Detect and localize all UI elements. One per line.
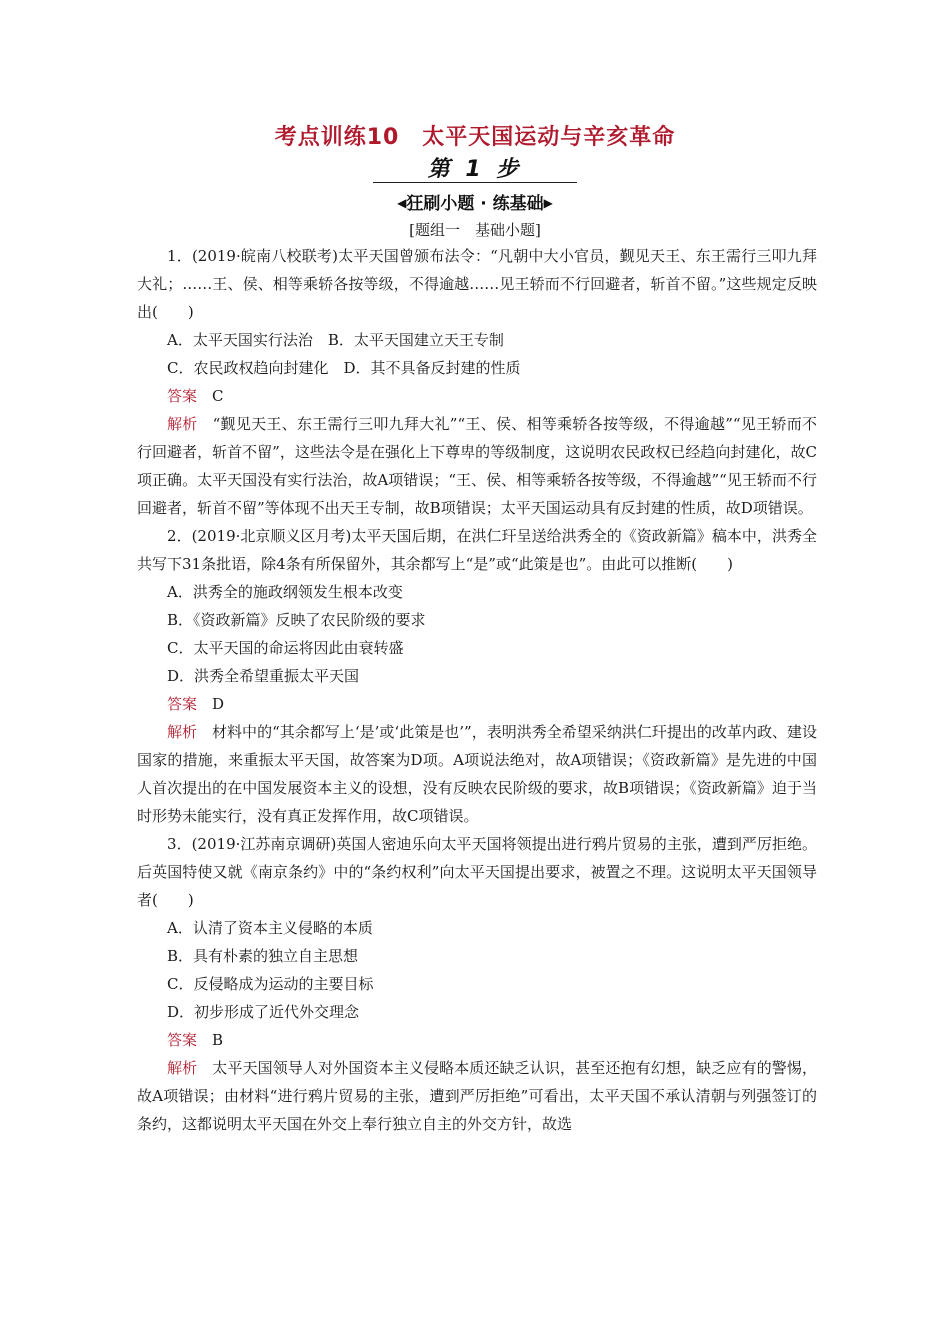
section-subtitle bbox=[0, 189, 950, 214]
analysis-label: 解析 bbox=[167, 1059, 198, 1077]
step-divider bbox=[373, 182, 577, 183]
question-option: A．认清了资本主义侵略的本质 bbox=[167, 919, 373, 937]
question-option: D．洪秀全希望重振太平天国 bbox=[167, 667, 360, 685]
analysis-paragraph bbox=[137, 718, 817, 830]
answer-line bbox=[137, 1026, 817, 1054]
answer-value: B bbox=[212, 1031, 224, 1049]
analysis-text: 材料中的“其余都写上‘是’或‘此策是也’”，表明洪秀全希望采纳洪仁玕提出的改革内政、建设国家的措施，来重振太平天国，故答案为D项。A项说法绝对，故A项错误；《资政新篇》是先进的中国人首次提出的在中国发展资本主义的设想，没有反映农民阶级的要求，故B项错误；《资政新篇》迫于当时形势未能实行，没有真正发挥作用，故C项错误。 bbox=[137, 723, 817, 825]
answer-label: 答案 bbox=[167, 387, 198, 405]
answer-value: D bbox=[212, 695, 225, 713]
question-group-label: [题组一 基础小题] bbox=[409, 221, 541, 239]
analysis-text: “觐见天王、东王需行三叩九拜大礼”“王、侯、相等乘轿各按等级，不得逾越”“见王轿而不行回避者，斩首不留”，这些法令是在强化上下尊卑的等级制度，这说明农民政权已经趋向封建化，故C项正确。太平天国没有实行法治，故A项错误；“王、侯、相等乘轿各按等级，不得逾越”“见王轿而不行回避者，斩首不留”等体现不出天王专制，故B项错误；太平天国运动具有反封建的性质，故D项错误。 bbox=[137, 415, 817, 517]
answer-label: 答案 bbox=[167, 1031, 198, 1049]
answer-value: C bbox=[212, 387, 224, 405]
answer-line bbox=[137, 382, 817, 410]
questions-body bbox=[137, 242, 817, 1138]
analysis-text: 太平天国领导人对外国资本主义侵略本质还缺乏认识，甚至还抱有幻想，缺乏应有的警惕，故A项错误；由材料“进行鸦片贸易的主张，遭到严厉拒绝”可看出，太平天国不承认清朝与列强签订的条约，这都说明太平天国在外交上奉行独立自主的外交方针，故选 bbox=[137, 1059, 817, 1133]
question-option: B．《资政新篇》反映了农民阶级的要求 bbox=[167, 611, 426, 629]
page-title: 考点训练10 太平天国运动与辛亥革命 bbox=[274, 125, 676, 150]
right-triangle-icon: ▶ bbox=[543, 196, 553, 210]
question-option: D．初步形成了近代外交理念 bbox=[167, 1003, 360, 1021]
question-stem: 1．(2019·皖南八校联考)太平天国曾颁布法令：“凡朝中大小官员，觐见天王、东王需行三叩九拜大礼；……王、侯、相等乘轿各按等级，不得逾越……见王轿而不行回避者，斩首不留。”这些规定反映出( ) bbox=[137, 247, 817, 321]
question-option: A．洪秀全的施政纲领发生根本改变 bbox=[167, 583, 403, 601]
question-option: C．反侵略成为运动的主要目标 bbox=[167, 975, 374, 993]
analysis-paragraph bbox=[137, 410, 817, 522]
answer-label: 答案 bbox=[167, 695, 198, 713]
left-triangle-icon: ◀ bbox=[397, 196, 407, 210]
analysis-paragraph bbox=[137, 1054, 817, 1138]
question-option: C．农民政权趋向封建化 D．其不具备反封建的性质 bbox=[167, 359, 521, 377]
answer-line bbox=[137, 690, 817, 718]
question-stem: 2．(2019·北京顺义区月考)太平天国后期，在洪仁玕呈送给洪秀全的《资政新篇》稿本中，洪秀全共写下31条批语，除4条有所保留外，其余都写上“是”或“此策是也”。由此可以推断( ) bbox=[137, 527, 817, 573]
question-option: C．太平天国的命运将因此由衰转盛 bbox=[167, 639, 404, 657]
question-option: B．具有朴素的独立自主思想 bbox=[167, 947, 359, 965]
step-heading: 第 1 步 bbox=[427, 157, 523, 182]
analysis-label: 解析 bbox=[167, 415, 198, 433]
analysis-label: 解析 bbox=[167, 723, 198, 741]
subtitle-text: 狂刷小题 · 练基础 bbox=[406, 194, 544, 214]
question-option: A．太平天国实行法治 B．太平天国建立天王专制 bbox=[167, 331, 504, 349]
question-stem: 3．(2019·江苏南京调研)英国人密迪乐向太平天国将领提出进行鸦片贸易的主张，遭到严厉拒绝。后英国特使又就《南京条约》中的“条约权利”向太平天国提出要求，被置之不理。这说明太平天国领导者( ) bbox=[137, 835, 817, 909]
